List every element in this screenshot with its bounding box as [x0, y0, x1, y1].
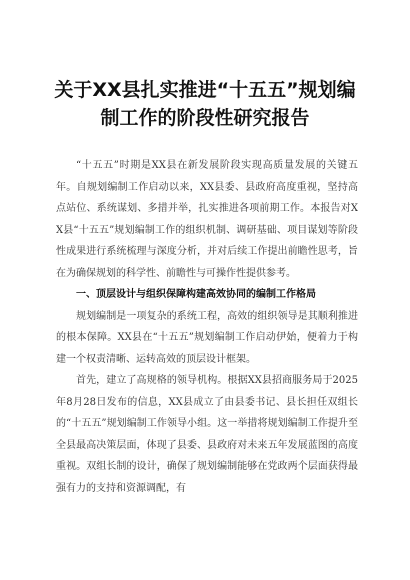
document-body [56, 155, 358, 499]
section-1-paragraph-1: 规划编制是一项复杂的系统工程，高效的组织领导是其顺利推进的根本保障。XX县在“十五五”规划编制工作启动伊始，便着力于构建一个权责清晰、运转高效的顶层设计框架。 [56, 310, 358, 365]
document-title [40, 76, 370, 132]
intro-paragraph: “十五五”时期是XX县在新发展阶段实现高质量发展的关键五年。自规划编制工作启动以来，XX县委、县政府高度重视，坚持高点站位、系统谋划、多措并举，扎实推进各项前期工作。本报告对XX县“十五五”规划编制工作的组织机制、调研基础、项目谋划等阶段性成果进行系统梳理与深度分析，并对后续工作提出前瞻性思考，旨在为确保规划的科学性、前瞻性与可操作性提供参考。 [56, 160, 358, 279]
title-line-2: 制工作的阶段性研究报告 [100, 107, 310, 129]
section-1-paragraph-2: 首先，建立了高规格的领导机构。根据XX县招商服务局于2025年8月28日发布的信息，XX县成立了由县委书记、县长担任双组长的“十五五”规划编制工作领导小组。这一举措将规划编制工作提升至全县最高决策层面，体现了县委、县政府对未来五年发展蓝图的高度重视。双组长制的设计，确保了规划编制能够在党政两个层面获得最强有力的支持和资源调配，有 [56, 375, 358, 494]
title-line-1: 关于XX县扎实推进“十五五”规划编 [54, 79, 356, 101]
section-1-heading: 一、顶层设计与组织保障构建高效协同的编制工作格局 [76, 289, 316, 300]
